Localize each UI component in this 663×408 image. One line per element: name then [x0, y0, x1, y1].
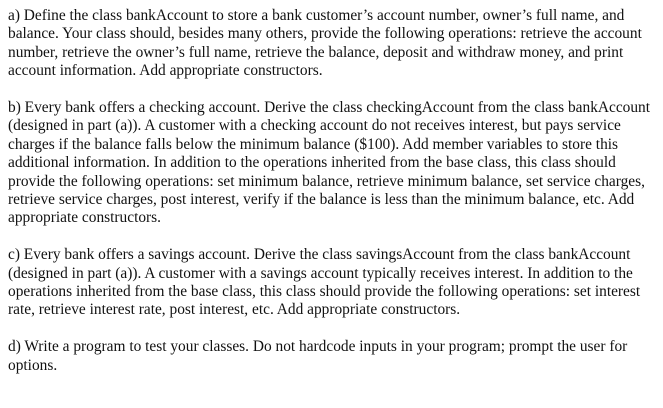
paragraph-part-d: d) Write a program to test your classes. Do not hardcode inputs in your program; prompt the user for options.	[8, 338, 628, 374]
document-body	[8, 7, 653, 375]
paragraph-part-b: b) Every bank offers a checking account. Derive the class checkingAccount from the class bankAccount (designed in part (a)). A customer with a checking account do not receives interest, but pays service charges if the balance falls below the minimum balance ($100). Add member variables to store this additional information. In addition to the operations inherited from the base class, this class should provide the following operations: set minimum balance, retrieve minimum balance, set service charges, retrieve service charges, post interest, verify if the balance is less than the minimum balance, etc. Add appropriate constructors.	[8, 99, 651, 227]
paragraph-part-a: a) Define the class bankAccount to store a bank customer’s account number, owner’s full name, and balance. Your class should, besides many others, provide the following operations: retrieve the account number, retrieve the owner’s full name, retrieve the balance, deposit and withdraw money, and print account information. Add appropriate constructors.	[8, 7, 642, 80]
paragraph-part-c: c) Every bank offers a savings account. Derive the class savingsAccount from the class bankAccount (designed in part (a)). A customer with a savings account typically receives interest. In addition to the operations inherited from the base class, this class should provide the following operations: set interest rate, retrieve interest rate, post interest, etc. Add appropriate constructors.	[8, 246, 641, 319]
